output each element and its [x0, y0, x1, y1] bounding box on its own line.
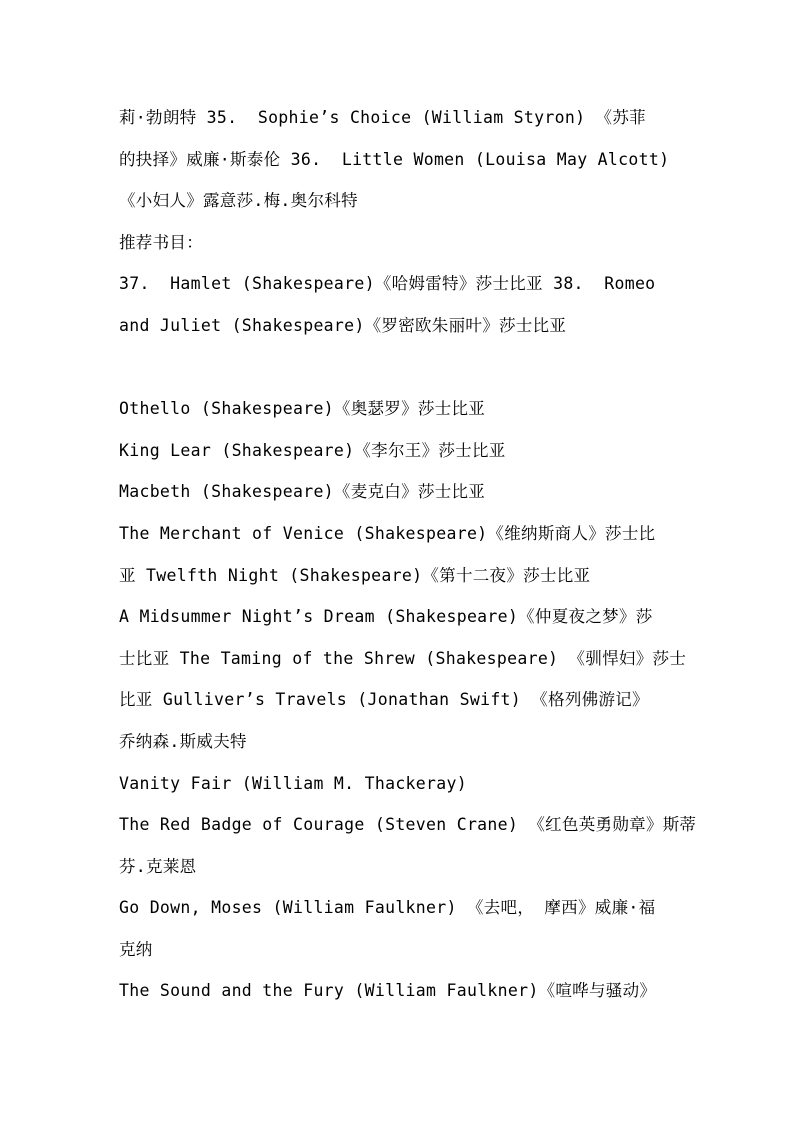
text-line: A Midsummer Night’s Dream (Shakespeare)《仲夏夜之梦》莎 [119, 607, 653, 627]
text-line: 比亚 Gulliver’s Travels (Jonathan Swift) 《格列佛游记》 [119, 690, 649, 710]
text-line: 莉·勃朗特 35. Sophie’s Choice (William Styron) 《苏菲 [119, 108, 646, 127]
text-line: and Juliet (Shakespeare)《罗密欧朱丽叶》莎士比亚 [119, 315, 567, 335]
text-line: Vanity Fair (William M. Thackeray) [119, 773, 467, 793]
text-line: Othello (Shakespeare)《奥瑟罗》莎士比亚 [119, 399, 486, 419]
text-line: Macbeth (Shakespeare)《麦克白》莎士比亚 [119, 482, 486, 502]
text-line: 的抉择》威廉·斯泰伦 36. Little Women (Louisa May Alcott) [119, 149, 670, 169]
blank-line [119, 347, 699, 389]
text-line: 乔纳森.斯威夫特 [119, 731, 247, 751]
text-line: 克纳 [119, 939, 153, 959]
text-line: 士比亚 The Taming of the Shrew (Shakespeare) 《驯悍妇》莎士 [119, 648, 687, 668]
section-heading: 推荐书目： [119, 232, 203, 252]
text-line: The Red Badge of Courage (Steven Crane) 《红色英勇勋章》斯蒂 [119, 815, 697, 835]
text-line: 《小妇人》露意莎.梅.奥尔科特 [119, 191, 358, 211]
text-line: The Merchant of Venice (Shakespeare)《维纳斯商人》莎士比 [119, 523, 656, 543]
text-line: 亚 Twelfth Night (Shakespeare)《第十二夜》莎士比亚 [119, 565, 591, 585]
document-page [119, 97, 699, 1012]
text-line: 37. Hamlet (Shakespeare)《哈姆雷特》莎士比亚 38. Romeo [119, 274, 656, 294]
text-line: The Sound and the Fury (William Faulkner)《喧哗与骚动》 [119, 981, 657, 1001]
text-line: Go Down, Moses (William Faulkner) 《去吧， 摩西》威廉·福 [119, 898, 656, 918]
text-line: King Lear (Shakespeare)《李尔王》莎士比亚 [119, 440, 506, 460]
text-line: 芬.克莱恩 [119, 856, 197, 876]
